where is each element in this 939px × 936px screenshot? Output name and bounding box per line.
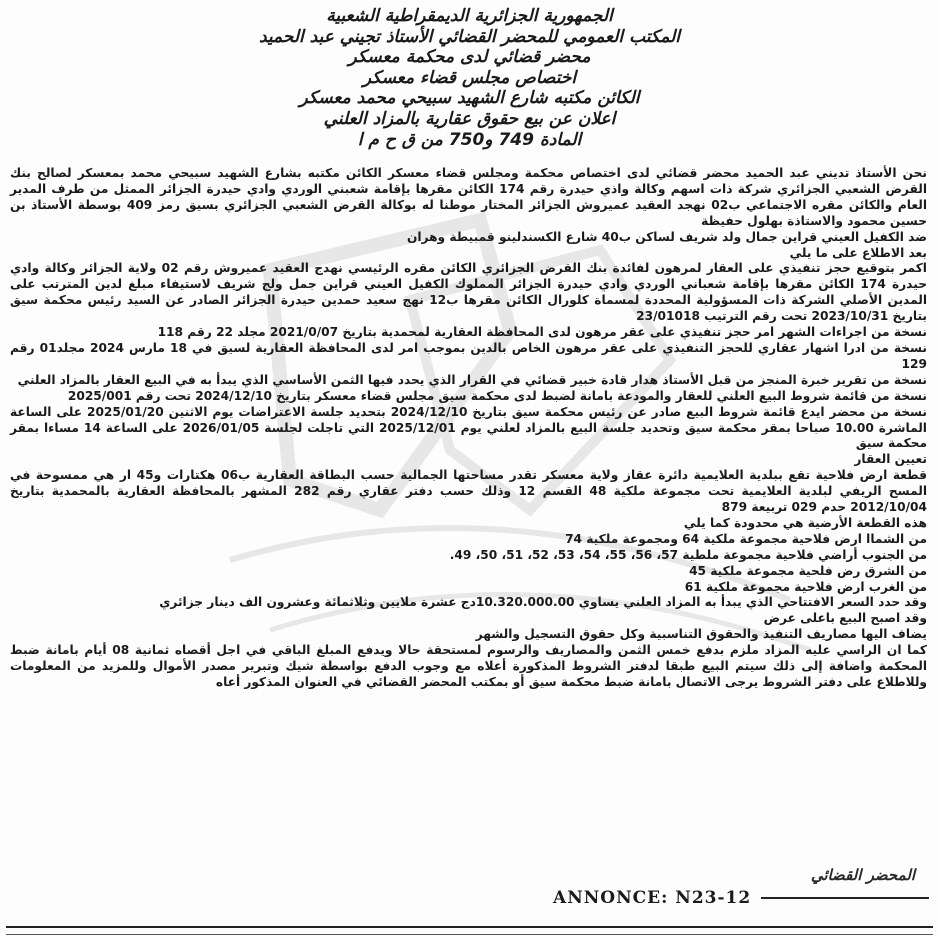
copy-line-2: نسخة من ادرا اشهار عقاري للحجز التنفيذي على عقر مرهون الخاص بالدين بموجب امر لدى المحافظة العقارية لسيق في 18 مارس 2024 مجلد01 رقم 129 (10, 340, 928, 371)
header-republic: الجمهورية الجزائرية الديمقراطية الشعبية (326, 6, 613, 26)
bounds-heading: هذه القطعة الأرضية هي محدودة كما يلي (683, 515, 927, 530)
header-office: المكتب العمومي للمحضر القضائي الأستاذ تجيني عبد الحميد (258, 26, 681, 47)
bound-west: من الغرب ارض فلاحية مجموعة ملكية 61 (684, 579, 927, 594)
opening-price: وقد حدد السعر الافتتاحي الذي يبدأ به المزاد العلني يساوي 10.320.000.00دج عشرة ملايين وثلاثمائة وعشرون الف دينار جزائري (159, 595, 927, 610)
intro-paragraph: نحن الأستاذ تديني عبد الحميد محضر قضائي لدى اختصاص محكمة ومجلس قضاء معسكر الكائن مكتبه بشارع الشهيد سبيحي محمد بمعسكر لصالح بنك القرض الشعبي الجزائري شركة ذات اسهم وكالة واذي حيدرة رقم 174 الكائن مقرها بإقامة شعبني الوردي وادي حيدرة الجزائر الممثل من طرف المدير العام والكائن مقره الاجتماعي ب02 نهجد العقيد عميروش الجزائر المختار موطنا له بوكالة القرض الشعبي الجزائري بسيق رمز 409 بوسطة الأستاذ بن حسين محمود والاستاذة بهلول حفيظة (10, 166, 927, 228)
header-jurisdiction: اختصاص مجلس قضاء معسكر (362, 67, 577, 88)
fees-line: يضاف اليها مصاريف التنفيذ والحقوق التناسبية وكل حقوق التسجيل والشهر (475, 627, 927, 642)
bound-east: من الشرق رض فلحية مجموعة ملكية 45 (689, 563, 927, 578)
copy-line-5: نسخة من محضر ايدع قائمة شروط البيع صادر عن رئيس محكمة سيق بتاريخ 2024/12/10 بتحديد جلسة الاعتراضات يوم الاثنين 2025/01/20 على الساعة الماشرة 10.00 صباحا بمقر محكمة سيق وتحديد جلسة البيع بالمزاد لعلني يوم 2025/12/01 التي تاجلت لجلسة 2026/01/05 على الساعة 14 مساءا بمقر محكمة سيق (10, 404, 928, 451)
header-address: الكائن مكتبه شارع الشهيد سبيحي محمد معسكر (299, 88, 640, 109)
after-review-line: بعد الاطلاع على ما يلي (789, 245, 927, 260)
bound-north: من الشماا ارض فلاحية مجموعة ملكية 64 ومجموعة ملكية 74 (565, 531, 927, 546)
footer-rule (761, 897, 929, 899)
against-line: ضد الكفيل العيني قراين جمال ولد شريف لساكن ب40 شارع الكسندلينو قمبيطة وهران (406, 229, 927, 244)
header-court: محضر قضائي لدى محكمة معسكر (348, 47, 591, 68)
header-article: المادة 749 و750 من ق ح م ا (357, 129, 582, 150)
copy-line-4: نسخة من قائمة شروط البيع العلني للعقار والمودعة بامانة لضبط لدى محكمة سيق مجلس قضاء معسكر بتاريخ 2024/12/10 تحت رقم 2025/001 (67, 388, 927, 403)
copy-line-3: نسخة من تقرير خبرة المنجز من قبل الأستاذ هدار قادة خبير قضائي في القرار الذي يحدد فيها الثمن الأساسي الذي يبدأ به في البيع العقار بالمزاد العلني (17, 372, 927, 387)
copy-line-1: نسخة من اجراءات الشهر امر حجز تنفيذي على عقر مرهون لدى المحافظة العقارية لمحمدية بتاريخ 2021/0/07 مجلد 22 رقم 118 (157, 325, 927, 340)
announcement-code: ANNONCE: N23-12 (553, 888, 752, 908)
signature: المحضر القضائي (810, 866, 915, 884)
property-heading: تعيين العقار (854, 452, 927, 467)
announcement-footer (8, 888, 929, 908)
header (20, 6, 919, 150)
payment-paragraph: كما ان الراسي عليه المزاد ملزم بدفع خمس الثمن والمصاريف والرسوم لمستحقة حالا ويدفع المبلغ الباقي في اجل أقصاه ثمانية 08 أيام بامانة ضبط المحكمة واضافة إلى ذلك سيتم البيع طبقا لدفتر الشروط المذكورة أعلاه مع وجوب الدفع بواسطة شيك وتبرير مصدر الأموال وللمزيد من المعلومات وللاطلاع على دفتر الشروط يرجى الاتصال بامانة ضبط محكمة سيق أو بمكتب المحضر القضائي في العنوان المذكور أعاه (10, 643, 928, 689)
highest-bid-line: وقد اصبح البيع باعلى عرض (763, 611, 927, 626)
seizure-paragraph: اكمر بتوقيع حجز تنفيذي على العقار لمرهون لفائدة بنك القرض الجزائري الكائن مقره الرئيسي نهدج العقيد عميروش رقم 02 ولاية الجزائر وكالة وادي حيدرة 174 الكائن مقرها بإقامة شعباني الوردي وادي حيدرة الجزائر المملوك الكفيل العيني قراين جمل ولج شريف لاستيفاء مبلغ لدين المترتب على المدين الأصلي الشركة ذات المسؤولية المحددة لمسماة كلورال الكائن مقرها ب12 نهج سعيد حمدين حيدرة الجزائر الصادر عن السيد رئيس محكمة سيق بتاريخ 2023/10/31 تحت رقم الترتيب 23/01018 (10, 261, 927, 324)
bound-south: من الجنوب أراضي فلاحية مجموعة ملطية 57، 56، 55، 54، 53، 52، 51، 50، 49. (449, 547, 927, 562)
bottom-border (6, 926, 933, 935)
property-description: قطعة ارض فلاحية تقع ببلدية العلايمية دائرة عقاز ولاية معسكر تقدر مساحتها الجمالية حسب البطاقة العقارية ب06 هكتارات و45 ار هي ممسوحة في المسح الريفي لبلدية العلايمية تحت مجموعة ملكية 48 القسم 12 وذلك حسب دفتر عقاري رقم 282 المشهر بالمحافظة العقارية بالمحمدية بتاريخ 2012/10/04 حدم 029 تربيعة 879 (10, 468, 927, 515)
header-title: اعلان عن بيع حقوق عقارية بالمزاد العلني (323, 108, 616, 129)
announcement-body (10, 166, 927, 691)
